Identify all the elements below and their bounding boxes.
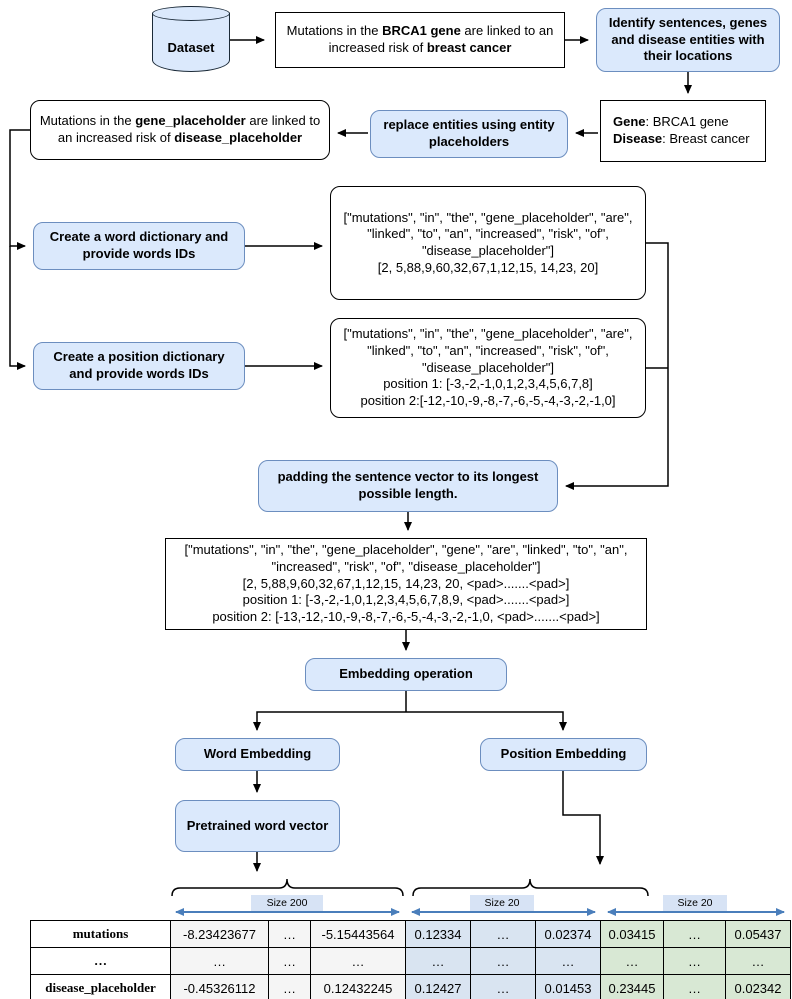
padded-position1: position 1: [-3,-2,-1,0,1,2,3,4,5,6,7,8,9, <pad>.......<pad>] <box>242 592 570 608</box>
table-cell: 0.23445 <box>601 975 664 999</box>
size-200-chip: Size 200 <box>251 895 323 911</box>
table-cell: 0.02374 <box>536 921 601 948</box>
word-ids-tokens: ["mutations", "in", "the", "gene_placeholder", "are", "linked", "to", "an", "increased", "risk", "of", "disease_placeholder"] <box>343 209 633 258</box>
table-cell: … <box>664 975 726 999</box>
size-20-chip-position2: Size 20 <box>663 895 727 911</box>
table-cell: … <box>601 948 664 975</box>
gene-placeholder-text: gene_placeholder <box>135 113 246 129</box>
table-cell: … <box>664 948 726 975</box>
gene-line <box>613 114 729 131</box>
identify-entities-node <box>596 8 780 72</box>
table-cell: … <box>406 948 471 975</box>
row-label: … <box>31 948 171 975</box>
replace-entities-node <box>370 110 568 158</box>
table-cell: … <box>536 948 601 975</box>
position1-vector: position 1: [-3,-2,-1,0,1,2,3,4,5,6,7,8] <box>383 376 593 392</box>
table-cell: -5.15443564 <box>311 921 406 948</box>
table-cell: 0.12432245 <box>311 975 406 999</box>
padded-position2: position 2: [-13,-12,-10,-9,-8,-7,-6,-5,-4,-3,-2,-1,0, <pad>.......<pad>] <box>212 608 600 624</box>
arrow-positionembedding-down <box>563 771 600 864</box>
arrow-rail-to-positiondict <box>10 246 25 366</box>
sentence-box <box>275 12 565 68</box>
padding-node <box>258 460 558 512</box>
padded-ids: [2, 5,88,9,60,32,67,1,12,15, 14,23, 20, <pad>.......<pad>] <box>242 575 570 591</box>
table-row <box>31 921 791 948</box>
disease-entity-text: breast cancer <box>426 40 512 55</box>
sentence-text <box>284 23 556 56</box>
word-dictionary-label: Create a word dictionary and provide words IDs <box>49 229 229 261</box>
position-embedding-label: Position Embedding <box>500 746 627 762</box>
disease-key: Disease <box>613 131 663 146</box>
placeholder-sentence-box <box>30 100 330 160</box>
table-cell: … <box>171 948 269 975</box>
text-fragment: Mutations in the <box>39 113 136 129</box>
table-cell: 0.03415 <box>601 921 664 948</box>
dataset-label: Dataset <box>167 40 215 55</box>
arrow-split-to-positionembedding <box>406 712 563 730</box>
pretrained-vector-node <box>175 800 340 852</box>
word-ids-values: [2, 5,88,9,60,32,67,1,12,15, 14,23, 20] <box>377 259 599 275</box>
position-dictionary-label: Create a position dictionary and provide words IDs <box>53 349 225 381</box>
replace-entities-label: replace entities using entity placeholders <box>383 117 555 149</box>
table-cell: 0.05437 <box>726 921 791 948</box>
placeholder-sentence-text <box>39 113 321 146</box>
gene-key: Gene <box>613 114 646 130</box>
gene-value: : BRCA1 gene <box>645 114 729 130</box>
row-label: mutations <box>31 921 171 948</box>
table-cell: … <box>471 948 536 975</box>
table-cell: 0.02342 <box>726 975 791 999</box>
gene-entity-text: BRCA1 gene <box>382 23 461 39</box>
padded-vectors-box <box>165 538 647 630</box>
brace-left <box>172 879 403 896</box>
table-cell: … <box>471 975 536 999</box>
table-cell: 0.12427 <box>406 975 471 999</box>
text-fragment: are linked to an increased risk of <box>57 113 321 145</box>
word-embedding-label: Word Embedding <box>203 746 312 762</box>
pretrained-vector-label: Pretrained word vector <box>186 817 329 833</box>
size-20-chip-position1: Size 20 <box>470 895 534 911</box>
word-ids-box <box>330 186 646 300</box>
disease-line <box>613 131 750 148</box>
position-ids-box <box>330 318 646 418</box>
table-row <box>31 948 791 975</box>
embedding-operation-label: Embedding operation <box>339 666 473 682</box>
brace-right <box>413 879 648 896</box>
position2-vector: position 2:[-12,-10,-9,-8,-7,-6,-5,-4,-3,-2,-1,0] <box>360 392 616 408</box>
disease-value: : Breast cancer <box>662 131 750 146</box>
table-cell: -8.23423677 <box>171 921 269 948</box>
table-cell: 0.12334 <box>406 921 471 948</box>
table-cell: … <box>664 921 726 948</box>
disease-placeholder-text: disease_placeholder <box>174 130 303 145</box>
identify-entities-label: Identify sentences, genes and disease entities with their locations <box>608 15 768 64</box>
padding-label: padding the sentence vector to its longest possible length. <box>277 469 539 501</box>
table-cell: … <box>269 921 311 948</box>
extracted-entities-box <box>600 100 766 162</box>
table-cell: … <box>471 921 536 948</box>
table-cell: … <box>726 948 791 975</box>
embedding-table <box>30 920 791 999</box>
table-row <box>31 975 791 999</box>
word-dictionary-node <box>33 222 245 270</box>
text-fragment: Mutations in the <box>286 23 383 39</box>
table-cell: … <box>269 948 311 975</box>
arrow-placeholder-to-worddict <box>10 130 30 246</box>
row-label: disease_placeholder <box>31 975 171 999</box>
arrow-split-to-wordembedding <box>257 712 406 730</box>
padded-tokens: ["mutations", "in", "the", "gene_placeholder", "gene", "are", "linked", "to", "an", "increased", "risk", "of", "disease_placeholder"] <box>184 542 628 575</box>
table-cell: 0.01453 <box>536 975 601 999</box>
word-embedding-node <box>175 738 340 771</box>
dataset-node <box>152 6 230 72</box>
table-cell: -0.45326112 <box>171 975 269 999</box>
position-embedding-node <box>480 738 647 771</box>
position-ids-tokens: ["mutations", "in", "the", "gene_placeholder", "are", "linked", "to", "an", "increased", "risk", "of", "disease_placeholder"] <box>343 326 633 375</box>
text-fragment: are linked to an increased risk of <box>328 23 554 55</box>
cylinder-top <box>152 6 230 21</box>
table-cell: … <box>311 948 406 975</box>
embedding-operation-node <box>305 658 507 691</box>
position-dictionary-node <box>33 342 245 390</box>
table-cell: … <box>269 975 311 999</box>
